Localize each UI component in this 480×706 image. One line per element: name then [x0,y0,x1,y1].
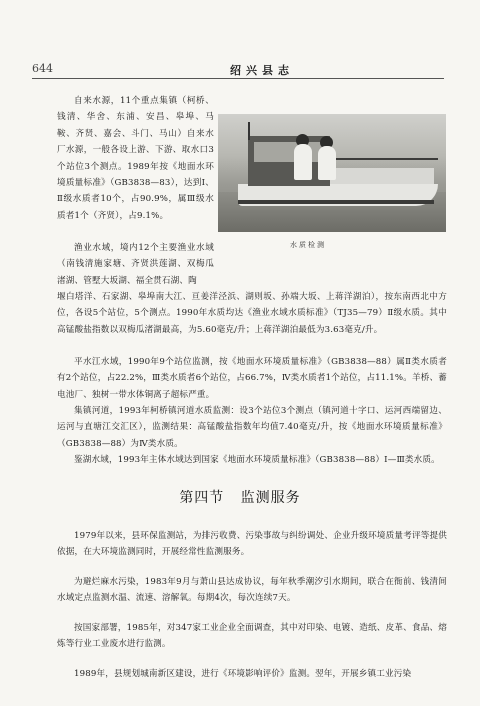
paragraph-jianhu: 鉴湖水域，1993年主体水域达到国家《地面水环境质量标准》（GB3838—88）Ⅰ—Ⅲ类水质。 [74,455,440,465]
paragraph-water-source: 自来水源，11个重点集镇（柯桥、钱清、华舍、东浦、安昌、皋埠、马鞍、齐贤、嘉会、斗门、马山）自来水厂水源，一般各设上游、下游、取水口3个站位3个测点。1989年按《地面水环境质量标准》（GB3838—83），达到Ⅰ、Ⅱ级水质者10个，占90.9%，属Ⅲ级水质者1个（齐贤），占9.1%。 [57,96,214,221]
paragraph-pingshui: 平水江水域，1990年9个站位监测，按《地面水环境质量标准》（GB3838—88）属Ⅱ类水质者有2个站位，占22.2%，Ⅲ类水质者6个站位，占66.7%，Ⅳ类水质者1个站位，占11.1%。羊桥、蓄电池厂、独树一带水体铜离子超标严重。 [57,357,447,400]
section-heading [0,487,480,507]
page-number: 644 [32,62,53,75]
photo-caption: 水质检测 [290,241,326,249]
paragraph-1989: 1989年，县规划城南新区建设，进行《环境影响评价》监测。翌年，开展乡镇工业污染 [74,669,412,679]
header-rule [32,78,444,79]
paragraph-fishery-cont: 堰白塔洋、石家湖、皋埠南大江、亘姜洋泾浜、湖则坂、孙端大坂、上蒋洋湖泊），按东南西北中方位，各设5个站位，5个测点。1990年水质均达《渔业水域水质标准》（TJ35—79）Ⅱ级水质。其中高锰酸盐指数以双梅瓜渚湖最高，为5.60毫克/升；上蒋洋湖泊最低为3.63毫克/升。 [57,292,447,335]
section-title: 监测服务 [240,490,301,506]
paragraph-town-river: 集镇河道，1993年柯桥镇河道水质监测：设3个站位3个测点（镇河道十字口、运河西端留边、运河与直塘江交汇区），监测结果：高锰酸盐指数年均值7.40毫克/升，按《地面水环境质量标准》（GB3838—88）为Ⅳ类水质。 [57,406,447,449]
page-header [32,62,444,80]
photo-water-testing-boat [218,114,446,232]
section-number: 第四节 [179,490,225,506]
running-title: 绍兴县志 [230,64,294,77]
paragraph-1985: 按国家部署，1985年，对347家工业企业全面调查，其中对印染、电镀、造纸、皮革、食品、熔炼等行业工业废水进行监测。 [57,623,447,650]
paragraph-1983: 为避烂麻水污染，1983年9月与萧山县达成协议，每年秋季潮汐引水期间，联合在衙前、钱清间水域定点监测水温、流速、溶解氧。每期4次，每次连续7天。 [57,577,447,604]
paragraph-since-1979: 1979年以来，县环保监测站，为排污收费、污染事故与纠纷调处、企业升级环境质量考评等提供依据，在大环境监测同时，开展经常性监测服务。 [57,531,447,558]
paragraph-fishery-start: 渔业水域，境内12个主要渔业水域（南钱清施家塘、齐贤洪莲湖、双梅瓜渚湖、管墅大坂湖、福全贯石湖、陶 [57,243,214,286]
